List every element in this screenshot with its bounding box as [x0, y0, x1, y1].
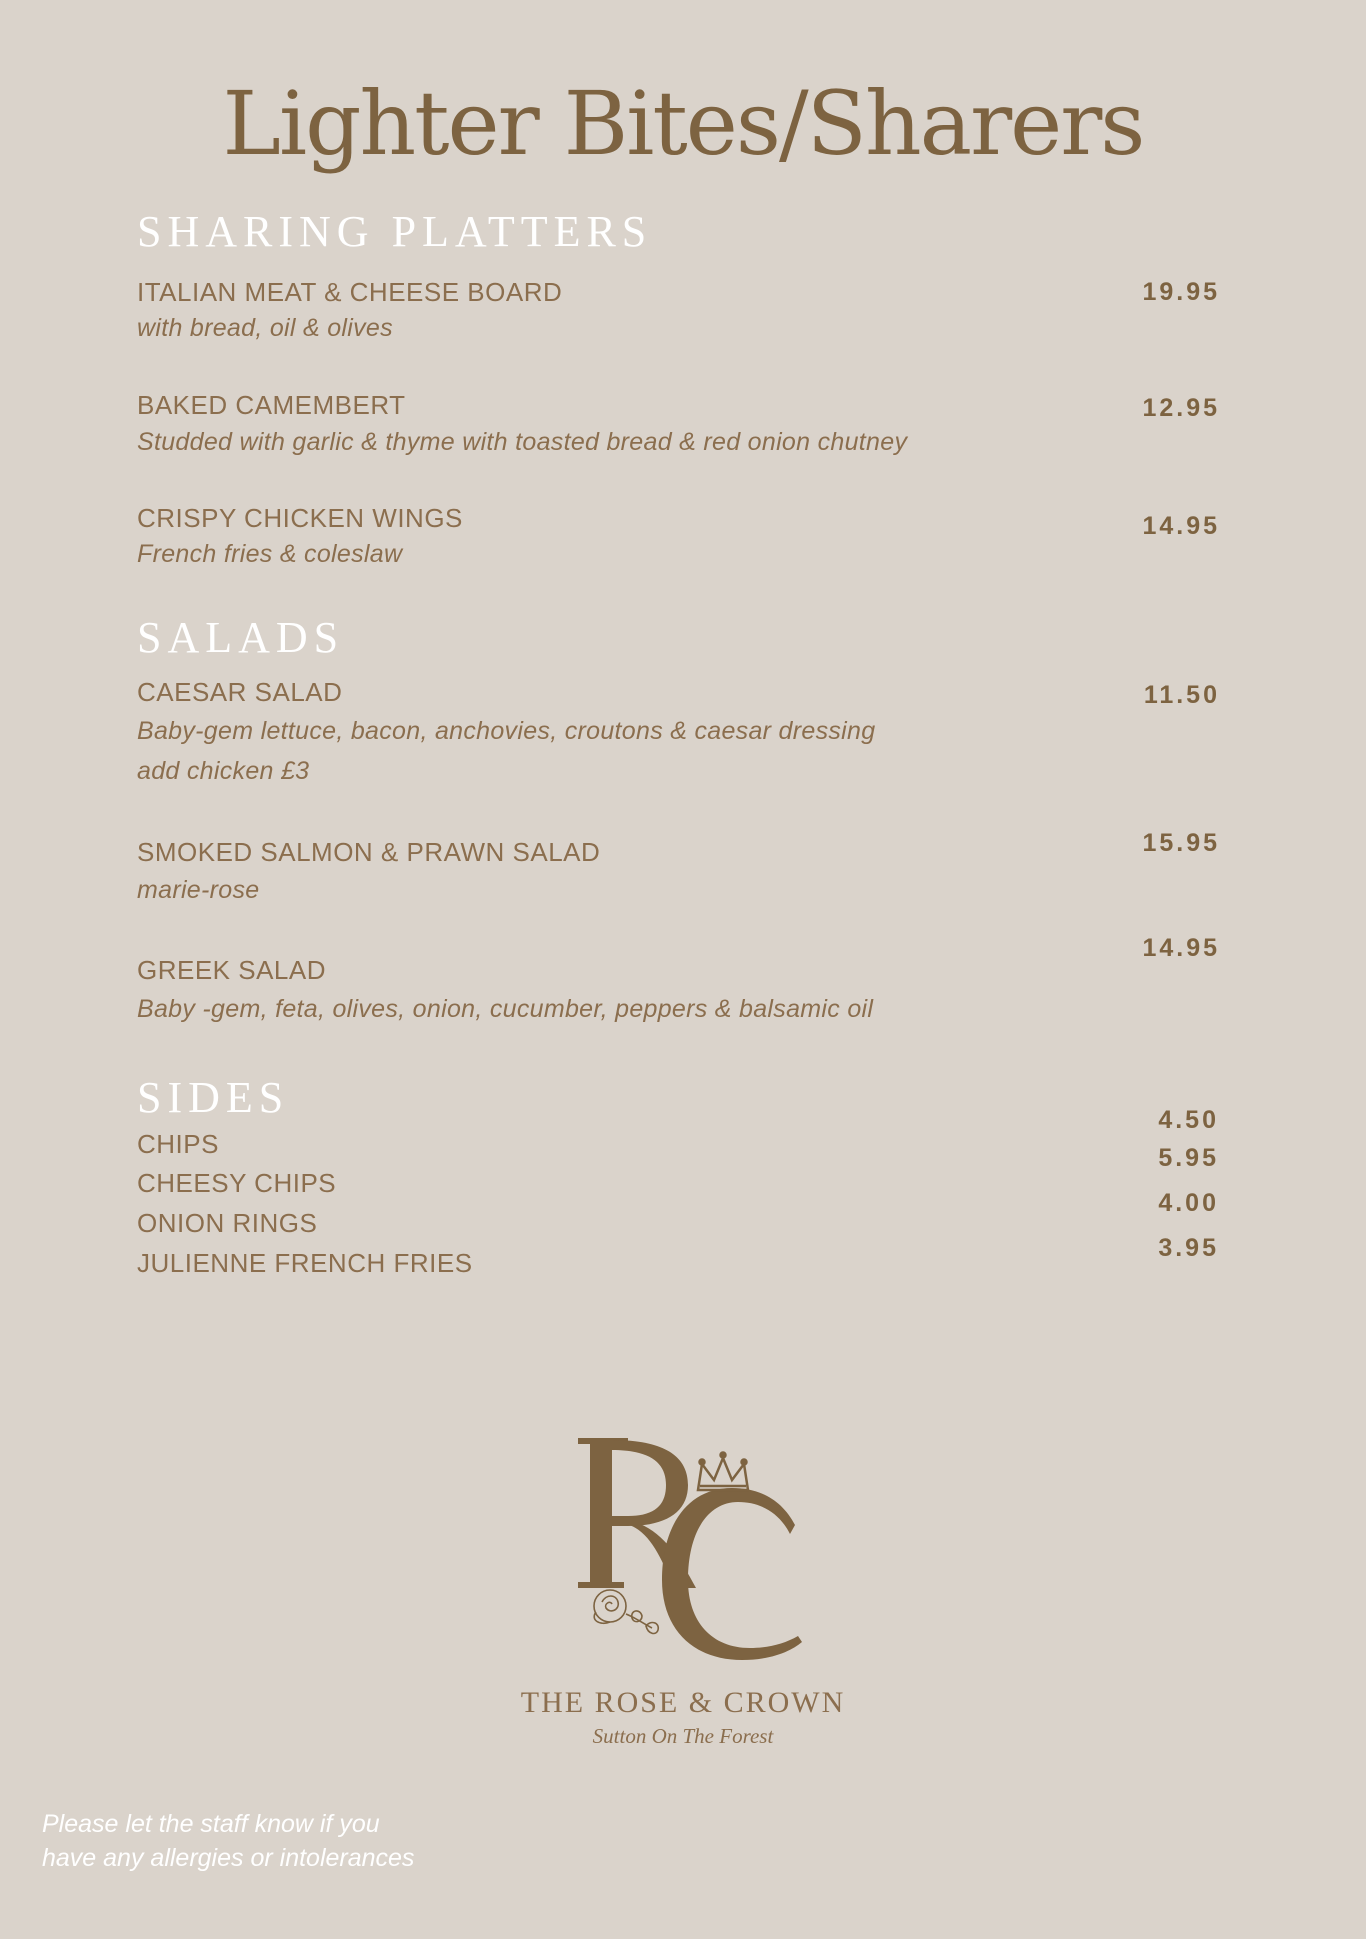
item-desc-caesar-salad: Baby-gem lettuce, bacon, anchovies, croutons & caesar dressing: [137, 717, 876, 745]
rose-crown-logo: [570, 1430, 810, 1670]
item-desc-chicken-wings: French fries & coleslaw: [137, 540, 403, 568]
item-price-baked-camembert: 12.95: [1142, 394, 1220, 422]
page-title: Lighter Bites/Sharers: [222, 72, 1144, 175]
allergy-notice-line-1: Please let the staff know if you: [42, 1810, 380, 1838]
item-desc-caesar-salad-addon: add chicken £3: [137, 757, 310, 785]
section-heading-sharing-platters: SHARING PLATTERS: [137, 207, 653, 256]
section-heading-sides: SIDES: [137, 1073, 290, 1122]
item-price-chips: 4.50: [1158, 1106, 1219, 1134]
item-name-chips: CHIPS: [137, 1129, 219, 1159]
logo-location: Sutton On The Forest: [592, 1724, 774, 1748]
logo-r-bowl: [612, 1440, 688, 1526]
item-price-chicken-wings: 14.95: [1142, 512, 1220, 540]
allergy-notice: [42, 1807, 414, 1875]
item-price-onion-rings: 4.00: [1158, 1189, 1219, 1217]
item-name-caesar-salad: CAESAR SALAD: [137, 677, 343, 707]
item-desc-greek-salad: Baby -gem, feta, olives, onion, cucumber, peppers & balsamic oil: [137, 995, 874, 1023]
item-name-onion-rings: ONION RINGS: [137, 1208, 318, 1238]
item-price-cheesy-chips: 5.95: [1158, 1144, 1219, 1172]
item-price-greek-salad: 14.95: [1142, 934, 1220, 962]
logo-c: [662, 1488, 802, 1660]
item-desc-baked-camembert: Studded with garlic & thyme with toasted bread & red onion chutney: [137, 428, 908, 456]
item-name-cheesy-chips: CHEESY CHIPS: [137, 1168, 337, 1198]
item-desc-italian-board: with bread, oil & olives: [137, 314, 393, 342]
item-name-julienne-fries: JULIENNE FRENCH FRIES: [137, 1248, 473, 1278]
crown-icon: [698, 1453, 748, 1491]
item-name-greek-salad: GREEK SALAD: [137, 955, 327, 985]
item-name-chicken-wings: CRISPY CHICKEN WINGS: [137, 503, 463, 533]
item-price-italian-board: 19.95: [1142, 278, 1220, 306]
item-price-caesar-salad: 11.50: [1143, 681, 1220, 709]
section-heading-salads: SALADS: [137, 613, 345, 662]
rose-icon: [594, 1590, 658, 1633]
item-name-italian-board: ITALIAN MEAT & CHEESE BOARD: [137, 277, 563, 307]
item-price-salmon-prawn-salad: 15.95: [1142, 829, 1220, 857]
item-desc-salmon-prawn-salad: marie-rose: [137, 876, 260, 904]
item-name-salmon-prawn-salad: SMOKED SALMON & PRAWN SALAD: [137, 837, 601, 867]
logo-r-stem: [590, 1438, 612, 1588]
logo-brand-name: THE ROSE & CROWN: [520, 1686, 846, 1719]
item-price-julienne-fries: 3.95: [1158, 1234, 1219, 1262]
allergy-notice-line-2: have any allergies or intolerances: [42, 1844, 415, 1872]
item-name-baked-camembert: BAKED CAMEMBERT: [137, 390, 406, 420]
